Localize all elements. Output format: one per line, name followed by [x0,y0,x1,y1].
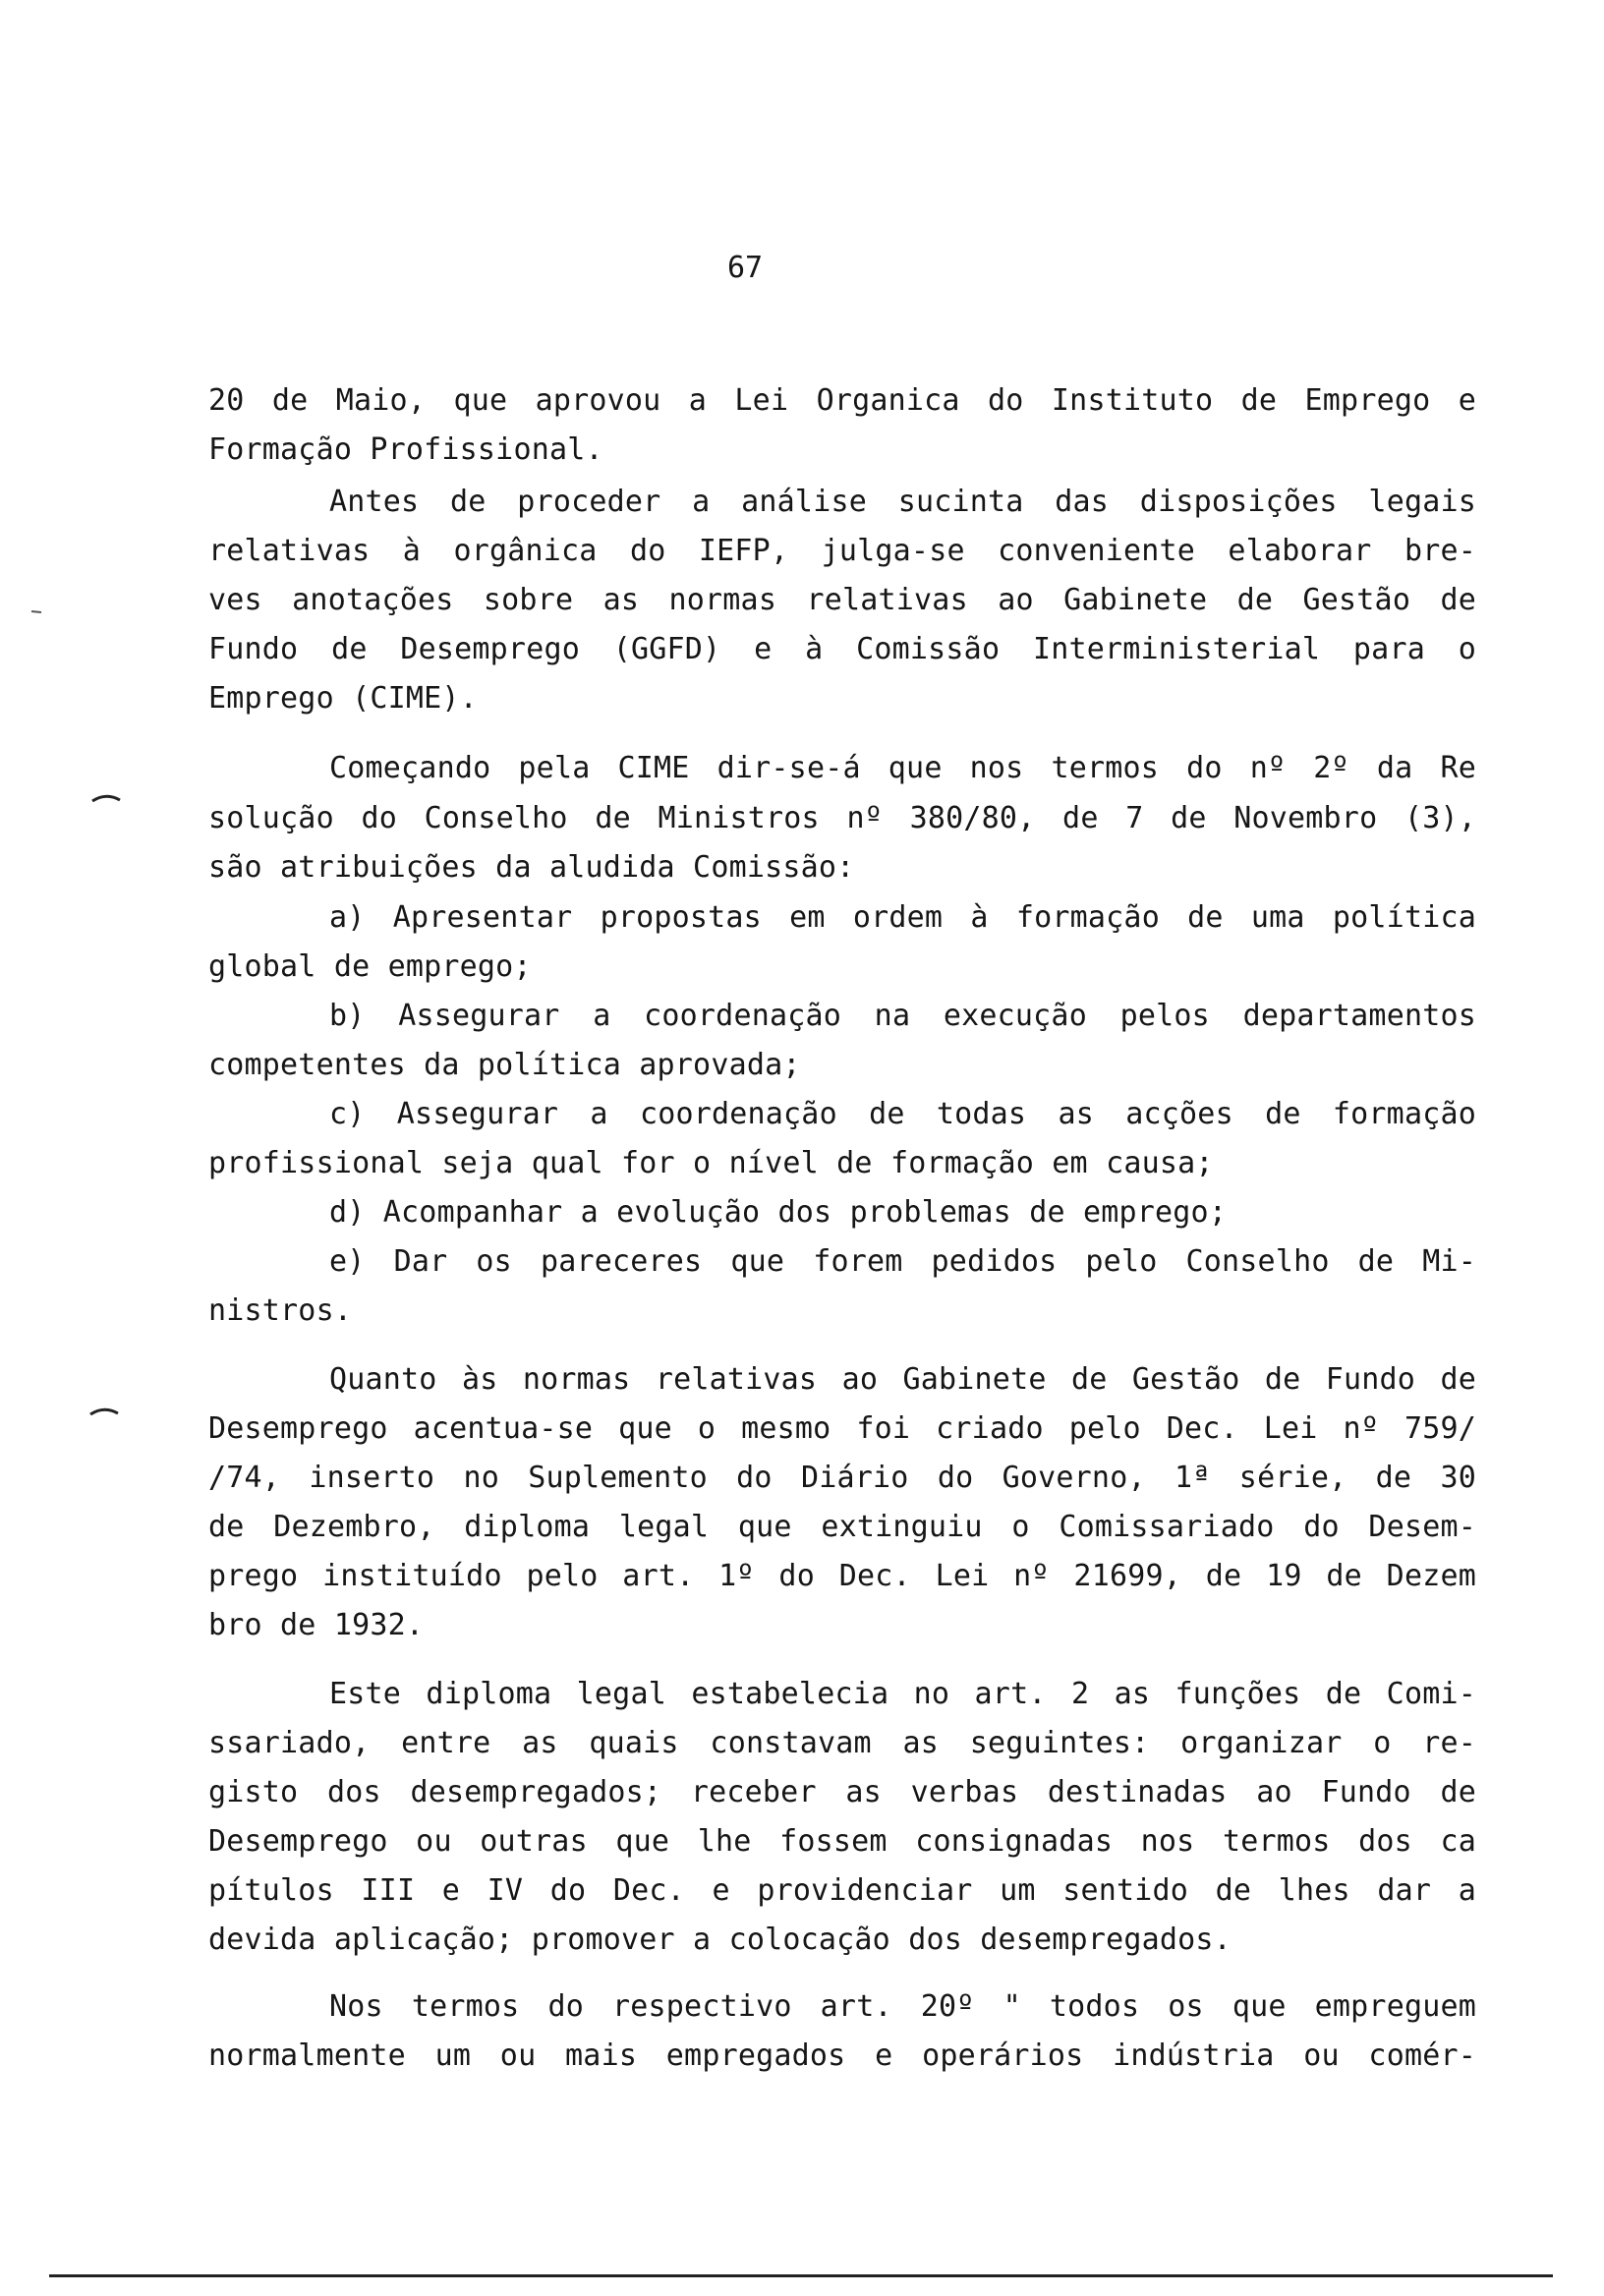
text-line: nistros. [208,1293,353,1328]
text-line: são atribuições da aludida Comissão: [208,850,855,885]
text-line: bro de 1932. [208,1608,425,1642]
text-line: Antes de proceder a análise sucinta das disposições legais [329,485,1476,519]
text-line: Emprego (CIME). [208,681,478,716]
text-line: a) Apresentar propostas em ordem à formação de uma política [329,900,1476,935]
text-line: Nos termos do respectivo art. 20º " todos os que empreguem [329,1989,1476,2024]
margin-mark-dash [28,607,61,617]
text-line: gisto dos desempregados; receber as verbas destinadas ao Fundo de [208,1775,1476,1809]
text-line: Fundo de Desemprego (GGFD) e à Comissão Interministerial para o [208,632,1476,666]
text-line: c) Assegurar a coordenação de todas as acções de formação [329,1097,1476,1131]
text-line: Este diploma legal estabelecia no art. 2 as funções de Comi- [329,1677,1476,1711]
text-line: /74, inserto no Suplemento do Diário do Governo, 1ª série, de 30 [208,1461,1476,1495]
text-line: 20 de Maio, que aprovou a Lei Organica do Instituto de Emprego e [208,383,1476,418]
text-line: Desemprego ou outras que lhe fossem consignadas nos termos dos ca [208,1824,1476,1859]
text-line: competentes da política aprovada; [208,1048,801,1082]
text-line: solução do Conselho de Ministros nº 380/80, de 7 de Novembro (3), [208,801,1476,835]
page-number: 67 [727,251,764,285]
text-line: pítulos III e IV do Dec. e providenciar um sentido de lhes dar a [208,1873,1476,1908]
text-line: e) Dar os pareceres que forem pedidos pelo Conselho de Mi- [329,1244,1476,1279]
text-line: devida aplicação; promover a colocação dos desempregados. [208,1923,1232,1957]
margin-mark-arc [90,792,124,802]
text-line: Desemprego acentua-se que o mesmo foi criado pelo Dec. Lei nº 759/ [208,1411,1476,1446]
text-line: global de emprego; [208,949,532,984]
text-line: d) Acompanhar a evolução dos problemas de emprego; [329,1195,1228,1230]
text-line: ves anotações sobre as normas relativas ao Gabinete de Gestão de [208,583,1476,617]
text-line: prego instituído pelo art. 1º do Dec. Lei nº 21699, de 19 de Dezem [208,1559,1476,1593]
text-line: b) Assegurar a coordenação na execução pelos departamentos [329,999,1476,1033]
text-line: Formação Profissional. [208,432,603,467]
margin-mark-arc [88,1406,122,1415]
text-line: profissional seja qual for o nível de formação em causa; [208,1146,1214,1180]
text-line: Começando pela CIME dir-se-á que nos termos do nº 2º da Re [329,751,1476,785]
bottom-rule [49,2274,1553,2277]
text-line: Quanto às normas relativas ao Gabinete de Gestão de Fundo de [329,1362,1476,1397]
text-line: normalmente um ou mais empregados e operários indústria ou comér- [208,2038,1476,2073]
text-line: ssariado, entre as quais constavam as seguintes: organizar o re- [208,1726,1476,1760]
text-line: de Dezembro, diploma legal que extinguiu o Comissariado do Desem- [208,1510,1476,1544]
text-line: relativas à orgânica do IEFP, julga-se conveniente elaborar bre- [208,534,1476,568]
